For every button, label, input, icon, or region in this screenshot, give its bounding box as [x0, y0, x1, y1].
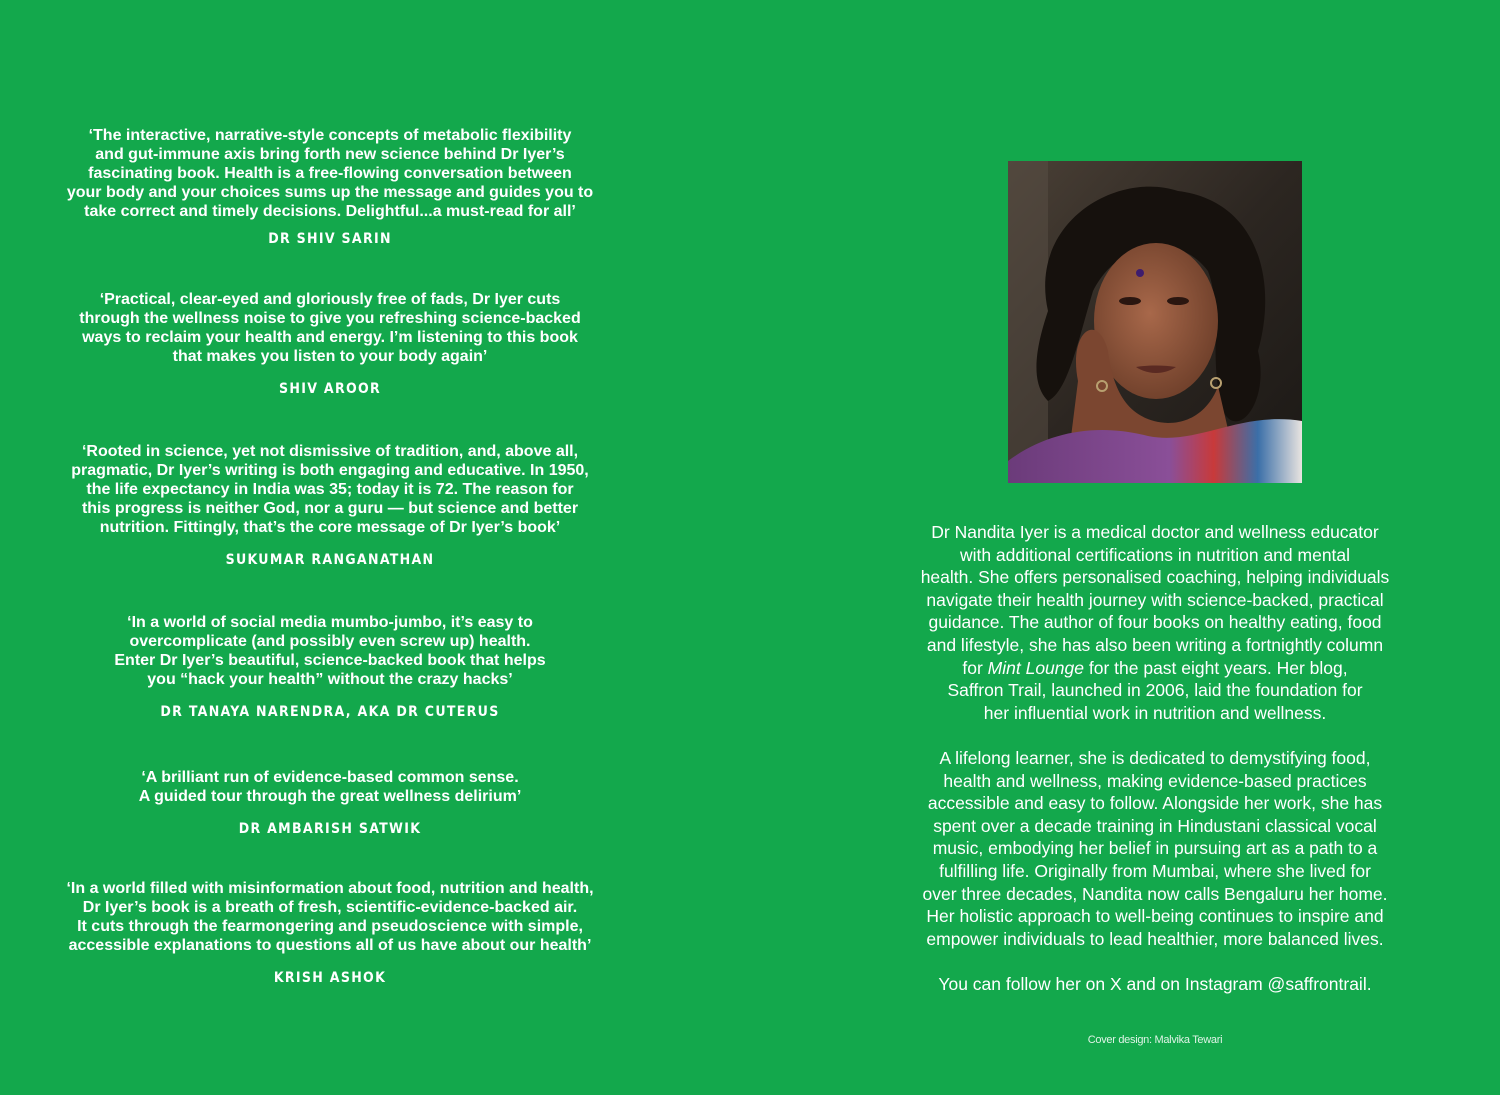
endorsement-4: [40, 613, 620, 722]
bio-line-with-column-name: for Mint Lounge for the past eight years. Her blog,: [962, 657, 1348, 678]
endorsement-2: [40, 290, 620, 399]
endorsement-text: ‘Rooted in science, yet not dismissive of tradition, and, above all, pragmatic, Dr Iyer’s writing is both engaging and educative. In 1950, the life expectancy in India was 35; today it is 72. The reason for this progress is neither God, nor a guru — but science and better nutrition. Fittingly, that’s the core message of Dr Iyer’s book’: [71, 443, 589, 536]
cover-design-credit: Cover design: Malvika Tewari: [1087, 1034, 1223, 1046]
author-bio-paragraph-2: A lifelong learner, she is dedicated to demystifying food, health and wellness, making evidence-based practices accessible and easy to follow. Alongside her work, she has spent over a decade training in Hindustani classical vocal music, embodying her belief in pursuing art as a path to a fulfilling life. Originally from Mumbai, where she lived for over three decades, Nandita now calls Bengaluru her home. Her holistic approach to well-being continues to inspire and empower individuals to lead healthier, more balanced lives.: [922, 748, 1388, 949]
author-portrait-image: [1008, 161, 1302, 483]
endorsement-text: ‘In a world of social media mumbo-jumbo, it’s easy to overcomplicate (and possibly even screw up) health. Enter Dr Iyer’s beautiful, science-backed book that helps you “hack your health” without the crazy hacks’: [114, 614, 546, 688]
endorsement-text: ‘In a world filled with misinformation about food, nutrition and health, Dr Iyer’s book is a breath of fresh, scientific-evidence-backed air. It cuts through the fearmongering and pseudoscience with simple, accessible explanations to questions all of us have about our health’: [66, 880, 594, 954]
endorsement-author: DR AMBARISH SATWIK: [238, 821, 422, 837]
endorsement-author: KRISH ASHOK: [273, 970, 387, 986]
author-photo: [1008, 161, 1302, 483]
endorsement-1: [40, 126, 620, 249]
endorsement-author: SUKUMAR RANGANATHAN: [225, 552, 435, 568]
endorsement-author: DR SHIV SARIN: [268, 231, 392, 247]
endorsement-text: ‘Practical, clear-eyed and gloriously free of fads, Dr Iyer cuts through the wellness noise to give you refreshing science-backed ways to reclaim your health and energy. I’m listening to this book that makes you listen to your body again’: [79, 291, 581, 365]
author-social-handles: You can follow her on X and on Instagram @saffrontrail.: [938, 974, 1372, 994]
endorsement-text: ‘A brilliant run of evidence-based common sense. A guided tour through the great wellness delirium’: [138, 769, 522, 805]
author-page: [880, 0, 1430, 1095]
column-name: Mint Lounge: [987, 657, 1084, 678]
endorsement-text: ‘The interactive, narrative-style concepts of metabolic flexibility and gut-immune axis bring forth new science behind Dr Iyer’s fascinating book. Health is a free-flowing conversation between your body and your choices sums up the message and guides you to take correct and timely decisions. Delightful...a must-read for all’: [66, 127, 594, 220]
endorsement-author: SHIV AROOR: [279, 381, 381, 397]
endorsement-5: [40, 768, 620, 839]
endorsement-6: [40, 879, 620, 988]
endorsement-author: DR TANAYA NARENDRA, AKA DR CUTERUS: [160, 704, 500, 720]
endorsements-page: [0, 0, 660, 1095]
endorsement-3: [40, 442, 620, 570]
author-bio-paragraph-1: Dr Nandita Iyer is a medical doctor and wellness educator with additional certifications in nutrition and mental health. She offers personalised coaching, helping individuals navigate their health journey with science-backed, practical guidance. The author of four books on healthy eating, food and lifestyle, she has also been writing a fortnightly column for Mint Lounge for the past eight years. Her blog, Saffron Trail, launched in 2006, laid the foundation for her influential work in nutrition and wellness.: [880, 521, 1430, 724]
